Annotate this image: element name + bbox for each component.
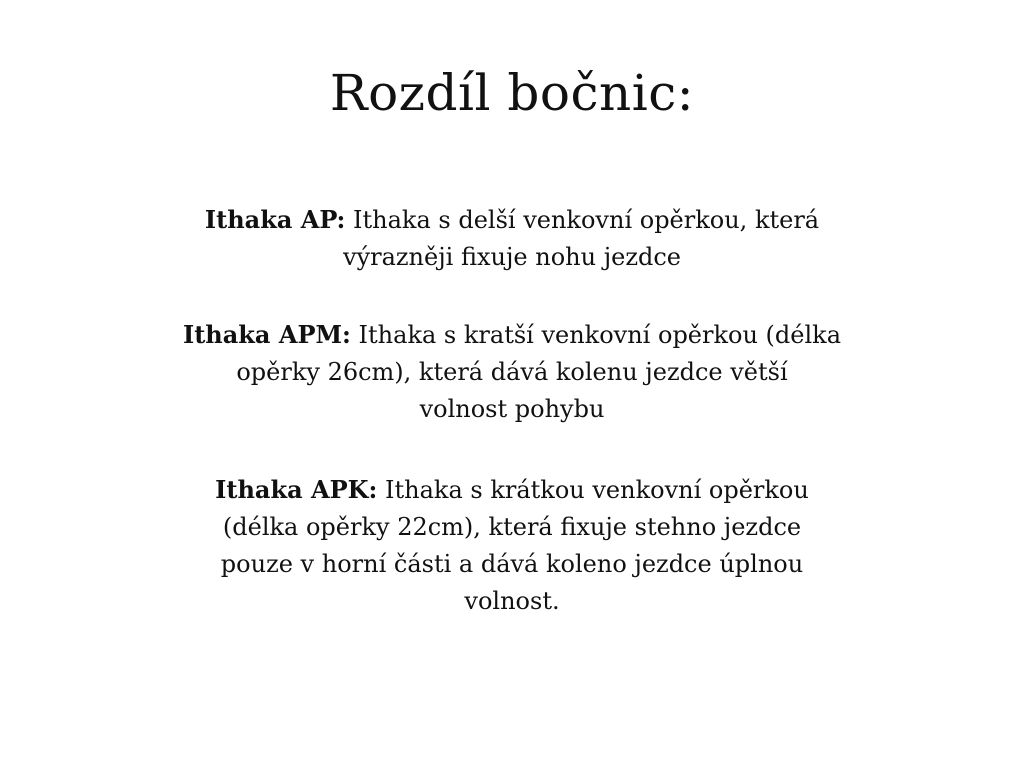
description-line [0,201,1024,239]
description-text: opěrky 26cm), která dává kolenu jezdce větší [236,358,788,386]
description-line [0,316,1024,354]
description-line [0,471,1024,509]
description-ithaka-ap [0,201,1024,276]
description-text: Ithaka s krátkou venkovní opěrkou [377,476,809,504]
description-text: volnost pohybu [419,395,605,423]
model-label: Ithaka APK: [215,475,378,504]
description-text: (délka opěrky 22cm), která fixuje stehno jezdce [222,513,802,541]
description-ithaka-apm [0,316,1024,428]
description-text: Ithaka s delší venkovní opěrkou, která [345,206,820,234]
model-label: Ithaka APM: [182,320,351,349]
model-label: Ithaka AP: [204,205,346,234]
description-ithaka-apk [0,471,1024,620]
description-text: volnost. [464,587,560,615]
slide-title: Rozdíl bočnic: [329,64,695,122]
description-text: Ithaka s kratší venkovní opěrkou (délka [350,321,842,349]
description-text: pouze v horní části a dává koleno jezdce úplnou [220,550,804,578]
description-text: výrazněji fixuje nohu jezdce [343,243,681,271]
